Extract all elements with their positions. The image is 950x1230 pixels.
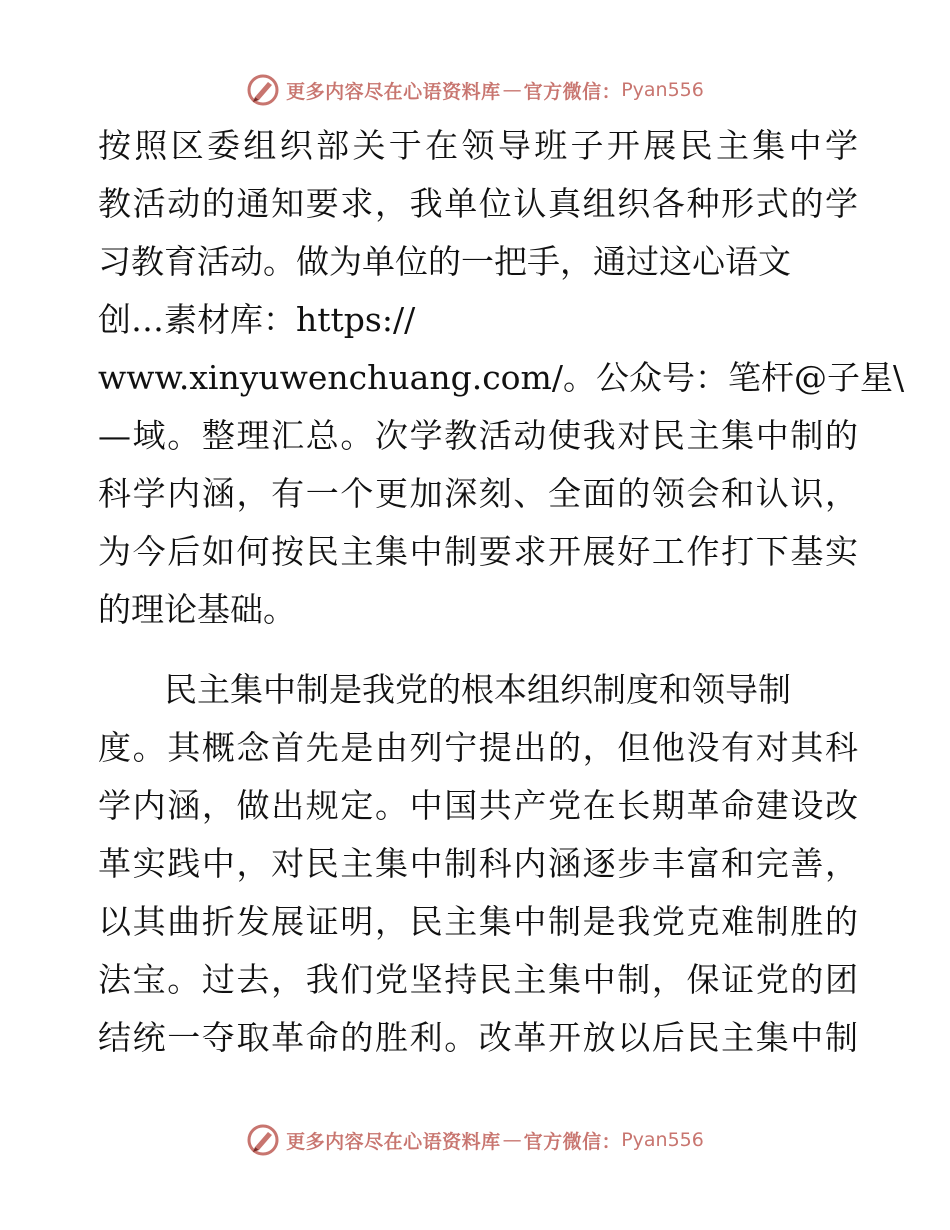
text-line: 按照区委组织部关于在领导班子开展民主集中学 xyxy=(98,126,858,165)
text-line: 结统一夺取革命的胜利。改革开放以后民主集中制 xyxy=(98,1018,858,1057)
paragraph-2 xyxy=(98,661,858,1067)
text-line: 科学内涵，有一个更加深刻、全面的领会和认识， xyxy=(98,474,858,513)
pen-logo-icon xyxy=(246,1123,280,1157)
text-line: 革实践中，对民主集中制科内涵逐步丰富和完善， xyxy=(98,844,858,883)
text-line: 为今后如何按民主集中制要求开展好工作打下基实 xyxy=(98,532,858,571)
footer-watermark xyxy=(0,1120,950,1160)
footer-text: 更多内容尽在心语资料库 xyxy=(286,1130,501,1153)
text-line: 以其曲折发展证明，民主集中制是我党克难制胜的 xyxy=(98,902,858,941)
text-line: 民主集中制是我党的根本组织制度和领导制 xyxy=(98,670,791,709)
paragraph-1 xyxy=(98,117,905,639)
text-line: —域。整理汇总。次学教活动使我对民主集中制的 xyxy=(98,416,858,455)
footer-wechat-id: Pyan556 xyxy=(621,1129,704,1151)
text-line: 度。其概念首先是由列宁提出的，但他没有对其科 xyxy=(98,728,858,767)
footer-separator: — xyxy=(502,1129,522,1151)
text-line: www.xinyuwenchuang.com/。公众号：笔杆@子星\ xyxy=(98,358,905,397)
document-body xyxy=(98,117,905,1067)
header-separator: — xyxy=(502,79,522,101)
header-wechat-label: 官方微信： xyxy=(523,80,622,103)
text-line: 的理论基础。 xyxy=(98,590,296,629)
pen-logo-icon xyxy=(246,73,280,107)
header-watermark xyxy=(0,70,950,110)
text-line: 教活动的通知要求，我单位认真组织各种形式的学 xyxy=(98,184,858,223)
text-line: 学内涵，做出规定。中国共产党在长期革命建设改 xyxy=(98,786,858,825)
header-wechat-id: Pyan556 xyxy=(621,79,704,101)
footer-wechat-label: 官方微信： xyxy=(523,1130,622,1153)
text-line: 法宝。过去，我们党坚持民主集中制，保证党的团 xyxy=(98,960,858,999)
header-text: 更多内容尽在心语资料库 xyxy=(286,80,501,103)
text-line: 创…素材库：https:// xyxy=(98,300,416,339)
text-line: 习教育活动。做为单位的一把手，通过这心语文 xyxy=(98,242,791,281)
